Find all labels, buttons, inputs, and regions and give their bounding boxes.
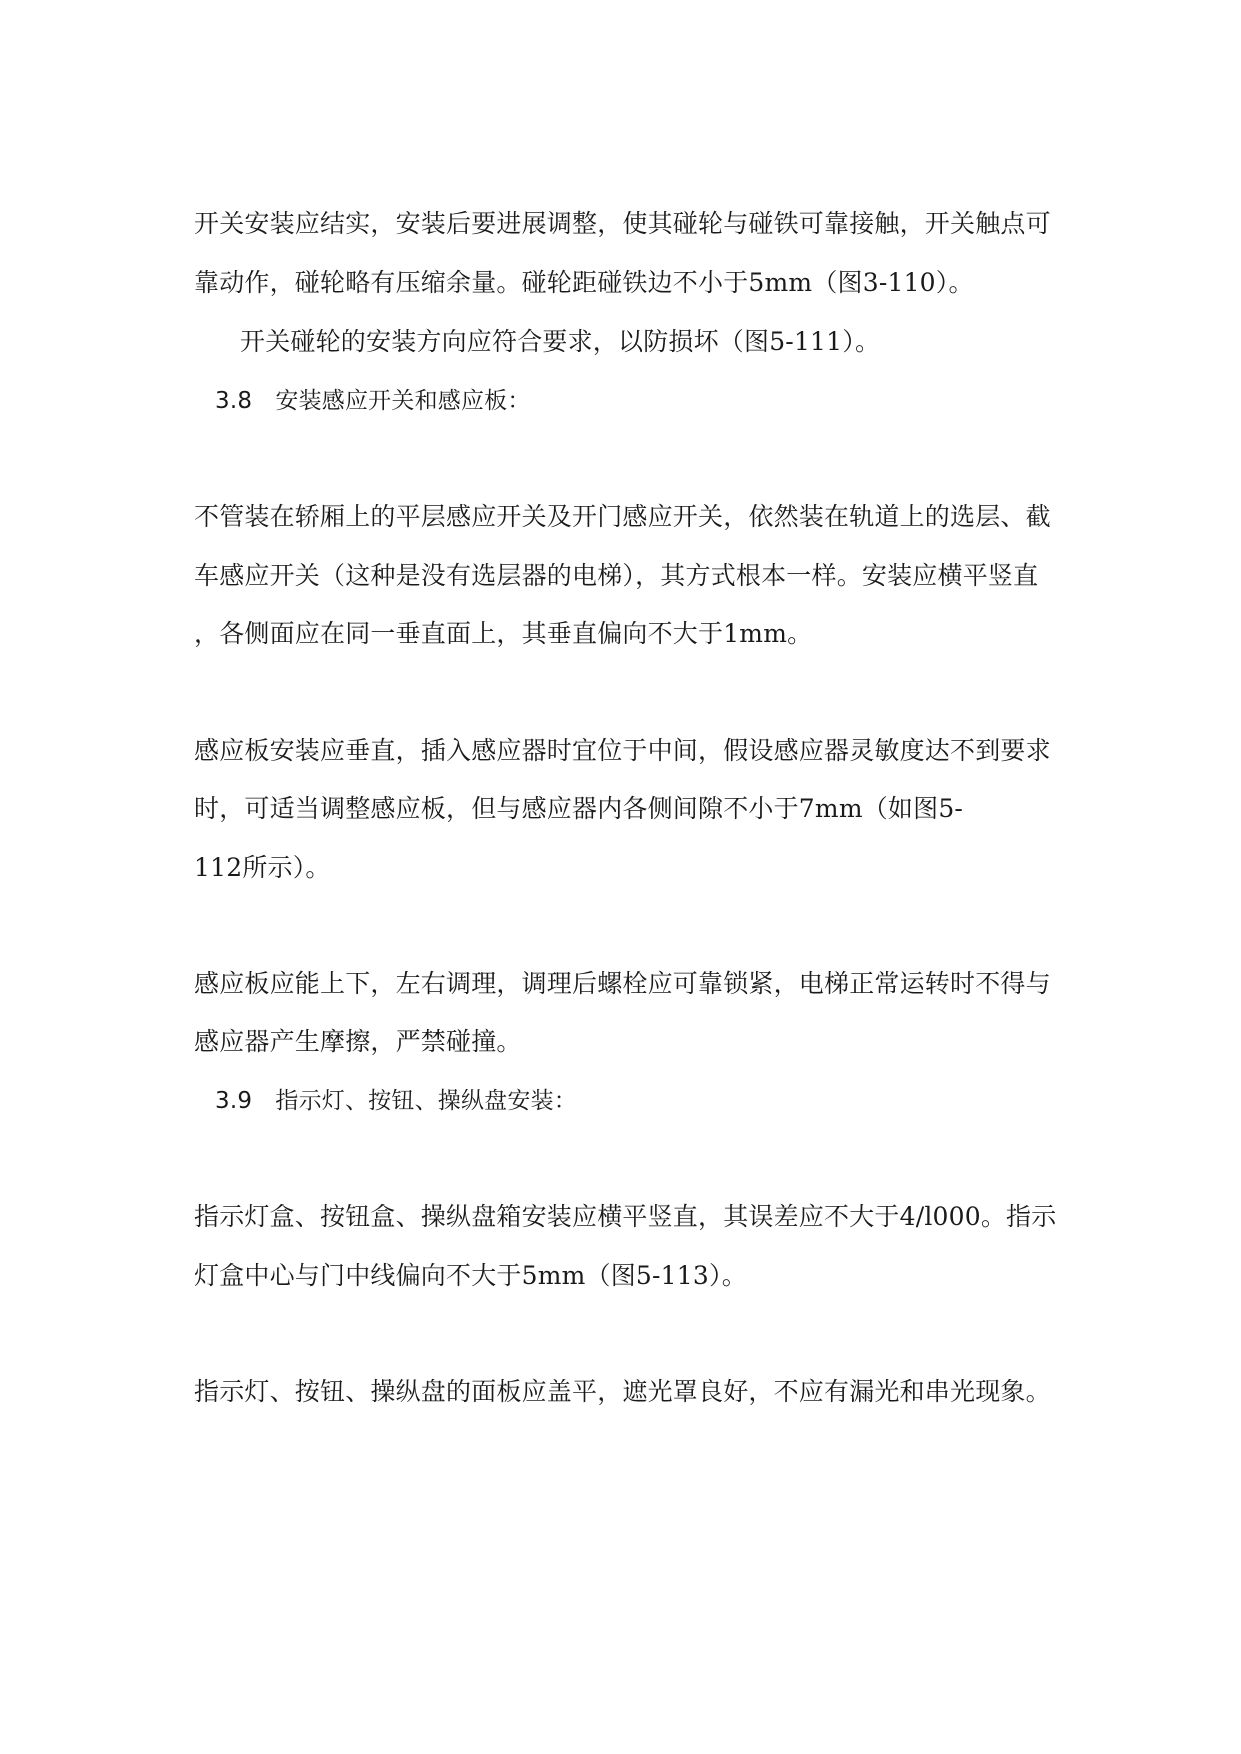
- paragraph-line: 指示灯盒、按钮盒、操纵盘箱安装应横平竖直，其误差应不大于4/l000。指示: [194, 1202, 1057, 1231]
- paragraph-line: 开关碰轮的安装方向应符合要求，以防损坏（图5-111）。: [240, 327, 881, 356]
- paragraph-line: 感应器产生摩擦，严禁碰撞。: [194, 1027, 522, 1056]
- paragraph-line: 灯盒中心与门中线偏向不大于5mm（图5-113）。: [194, 1261, 747, 1290]
- paragraph-line: 感应板安装应垂直，插入感应器时宜位于中间，假设感应器灵敏度达不到要求: [194, 736, 1051, 765]
- section-heading-3-9: 3.9 指示灯、按钮、操纵盘安装：: [215, 1088, 577, 1114]
- paragraph-line: ，各侧面应在同一垂直面上，其垂直偏向不大于1mm。: [194, 619, 813, 648]
- paragraph-line: 时，可适当调整感应板，但与感应器内各侧间隙不小于7mm（如图5-: [194, 794, 964, 823]
- paragraph-line: 指示灯、按钮、操纵盘的面板应盖平，遮光罩良好，不应有漏光和串光现象。: [194, 1377, 1051, 1406]
- paragraph-line: 感应板应能上下，左右调理，调理后螺栓应可靠锁紧，电梯正常运转时不得与: [194, 969, 1051, 998]
- paragraph-line: 开关安装应结实，安装后要进展调整，使其碰轮与碰铁可靠接触，开关触点可: [194, 209, 1051, 238]
- paragraph-line: 靠动作，碰轮略有压缩余量。碰轮距碰铁边不小于5mm（图3-110）。: [194, 268, 974, 297]
- paragraph-line: 112所示）。: [194, 853, 331, 882]
- section-heading-3-8: 3.8 安装感应开关和感应板：: [215, 388, 531, 414]
- paragraph-line: 不管装在轿厢上的平层感应开关及开门感应开关，依然装在轨道上的选层、截: [194, 502, 1051, 531]
- paragraph-line: 车感应开关（这种是没有选层器的电梯），其方式根本一样。安装应横平竖直: [194, 561, 1039, 590]
